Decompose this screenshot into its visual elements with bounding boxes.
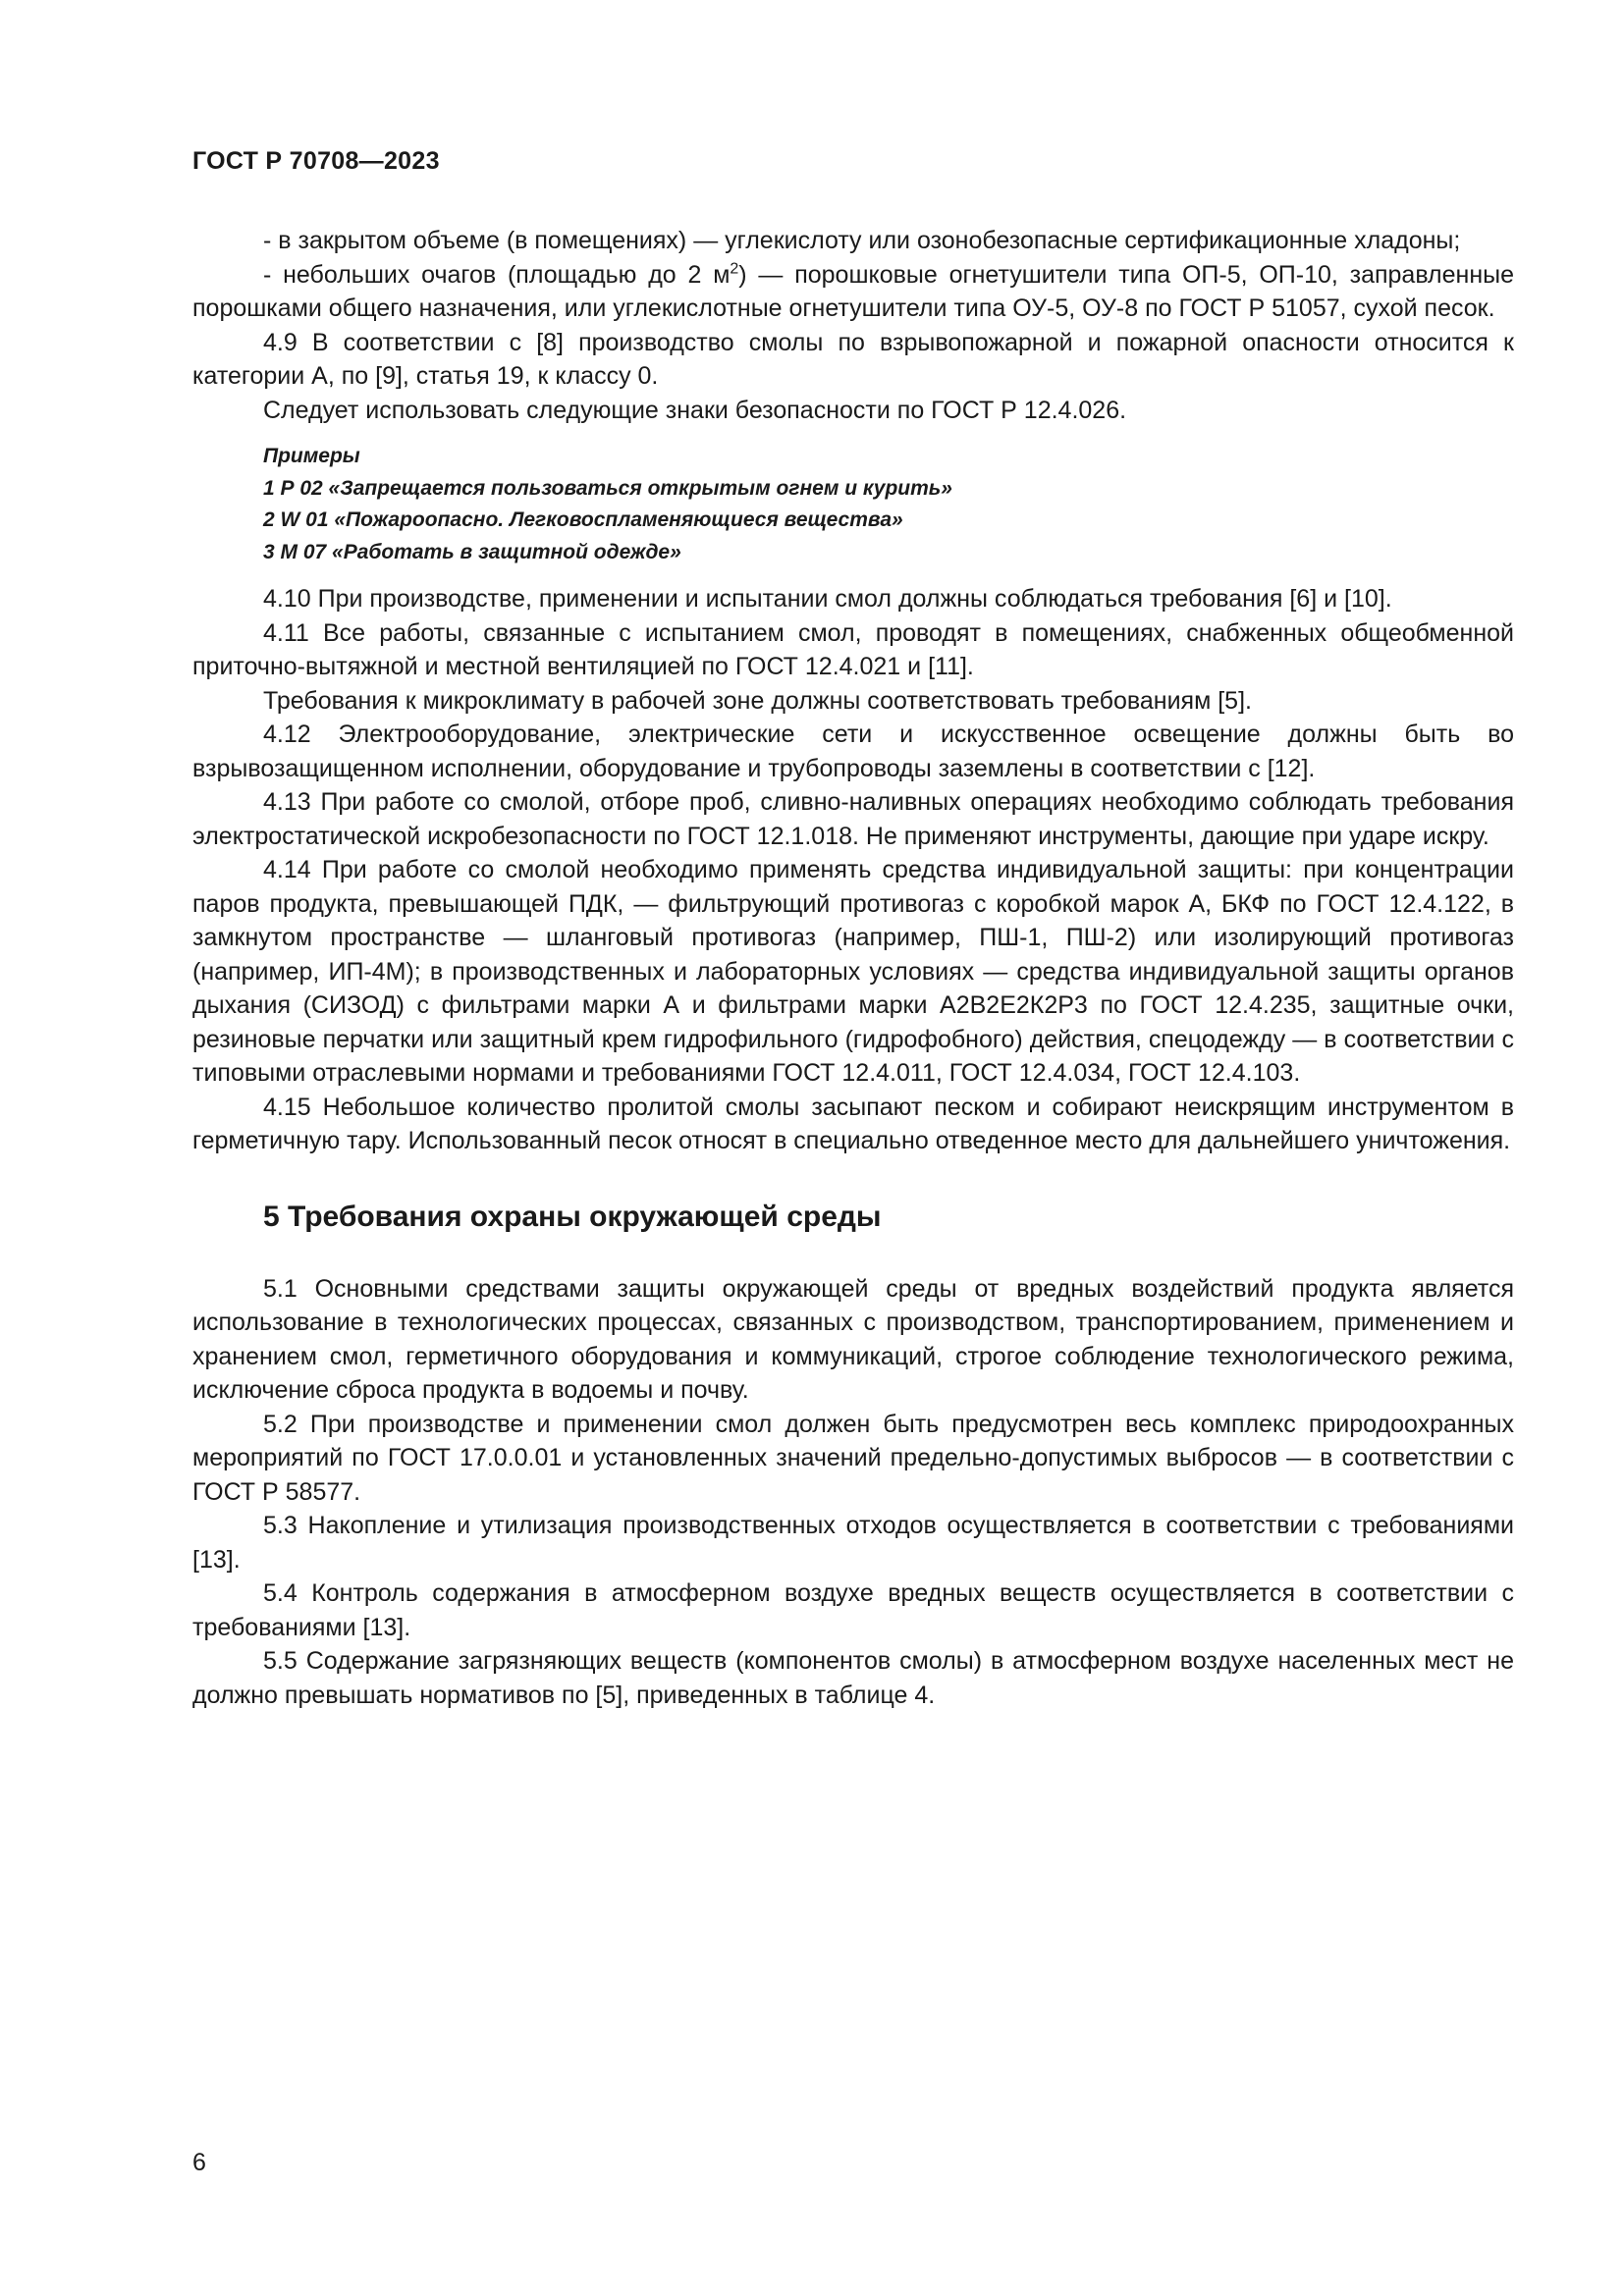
paragraph-5-1: 5.1 Основными средствами защиты окружающей среды от вредных воздействий продукта является использование в технологических процессах, связанных с производством, транспортированием, применением и хранением смол, герметичного оборудования и коммуникаций, строгое соблюдение технологического режима, исключение сброса продукта в водоемы и почву.	[192, 1274, 1514, 1404]
examples-block	[263, 441, 1514, 568]
paragraph-4-9: 4.9 В соответствии с [8] производство смолы по взрывопожарной и пожарной опасности относится к категории А, по [9], статья 19, к классу 0.	[192, 328, 1514, 390]
paragraph-4-10: 4.10 При производстве, применении и испытании смол должны соблюдаться требования [6] и [10].	[263, 585, 1392, 613]
small-fires-text-end: ) — порошковые огнетушители типа ОП-5, ОП-10, заправленные порошками общего назначения, или углекислотные огнетушители типа ОУ-5, ОУ-8 по ГОСТ Р 51057, сухой песок.	[192, 260, 1515, 322]
paragraph-safety-signs: Следует использовать следующие знаки безопасности по ГОСТ Р 12.4.026.	[263, 396, 1127, 424]
document-body	[192, 224, 1514, 1712]
paragraph-5-4: 5.4 Контроль содержания в атмосферном воздухе вредных веществ осуществляется в соответствии с требованиями [13].	[192, 1579, 1514, 1641]
section-5-heading: 5 Требования охраны окружающей среды	[263, 1200, 882, 1233]
paragraph-4-15: 4.15 Небольшое количество пролитой смолы засыпают песком и собирают неискрящим инструментом в герметичную тару. Использованный песок относят в специально отведенное место для дальнейшего уничтожения.	[192, 1093, 1514, 1154]
page-number: 6	[192, 2149, 206, 2176]
paragraph-5-5: 5.5 Содержание загрязняющих веществ (компонентов смолы) в атмосферном воздухе населенных мест не должно превышать нормативов по [5], приведенных в таблице 4.	[192, 1647, 1514, 1709]
paragraph-4-11: 4.11 Все работы, связанные с испытанием смол, проводят в помещениях, снабженных общеобменной приточно-вытяжной и местной вентиляцией по ГОСТ 12.4.021 и [11].	[192, 618, 1514, 680]
paragraph-microclimate: Требования к микроклимату в рабочей зоне должны соответствовать требованиям [5].	[263, 686, 1252, 715]
paragraph-4-13: 4.13 При работе со смолой, отборе проб, сливно-наливных операциях необходимо соблюдать требования электростатической искробезопасности по ГОСТ 12.1.018. Не применяют инструменты, дающие при ударе искру.	[192, 788, 1514, 850]
paragraph-4-14: 4.14 При работе со смолой необходимо применять средства индивидуальной защиты: при концентрации паров продукта, превышающей ПДК, — фильтрующий противогаз с коробкой марок А, БКФ по ГОСТ 12.4.122, в замкнутом пространстве — шланговый противогаз (например, ПШ-1, ПШ-2) или изолирующий противогаз (например, ИП-4М); в производственных и лабораторных условиях — средства индивидуальной защиты органов дыхания (СИЗОД) с фильтрами марки А и фильтрами марки А2В2Е2К2Р3 по ГОСТ 12.4.235, защитные очки, резиновые перчатки или защитный крем гидрофильного (гидрофобного) действия, спецодежду — в соответствии с типовыми отраслевыми нормами и требованиями ГОСТ 12.4.011, ГОСТ 12.4.034, ГОСТ 12.4.103.	[192, 856, 1514, 1087]
paragraph-5-2: 5.2 При производстве и применении смол должен быть предусмотрен весь комплекс природоохранных мероприятий по ГОСТ 17.0.0.01 и установленных значений предельно-допустимых выбросов — в соответствии с ГОСТ Р 58577.	[192, 1410, 1514, 1506]
paragraph-small-fires	[192, 258, 1514, 326]
paragraph-5-3: 5.3 Накопление и утилизация производственных отходов осуществляется в соответствии с требованиями [13].	[192, 1512, 1514, 1574]
paragraph-closed-volume: - в закрытом объеме (в помещениях) — углекислоту или озонобезопасные сертификационные хладоны;	[263, 227, 1461, 254]
example-item: 1 Р 02 «Запрещается пользоваться открытым огнем и курить»	[263, 476, 952, 500]
superscript-2: 2	[730, 260, 739, 278]
example-item: 3 М 07 «Работать в защитной одежде»	[263, 540, 681, 563]
example-item: 2 W 01 «Пожароопасно. Легковоспламеняющиеся вещества»	[263, 508, 903, 531]
examples-title: Примеры	[263, 445, 360, 467]
small-fires-text-start: - небольших очагов (площадью до 2 м	[263, 260, 731, 289]
paragraph-4-12: 4.12 Электрооборудование, электрические сети и искусственное освещение должны быть во взрывозащищенном исполнении, оборудование и трубопроводы заземлены в соответствии с [12].	[192, 721, 1514, 782]
document-header: ГОСТ Р 70708—2023	[192, 147, 440, 175]
